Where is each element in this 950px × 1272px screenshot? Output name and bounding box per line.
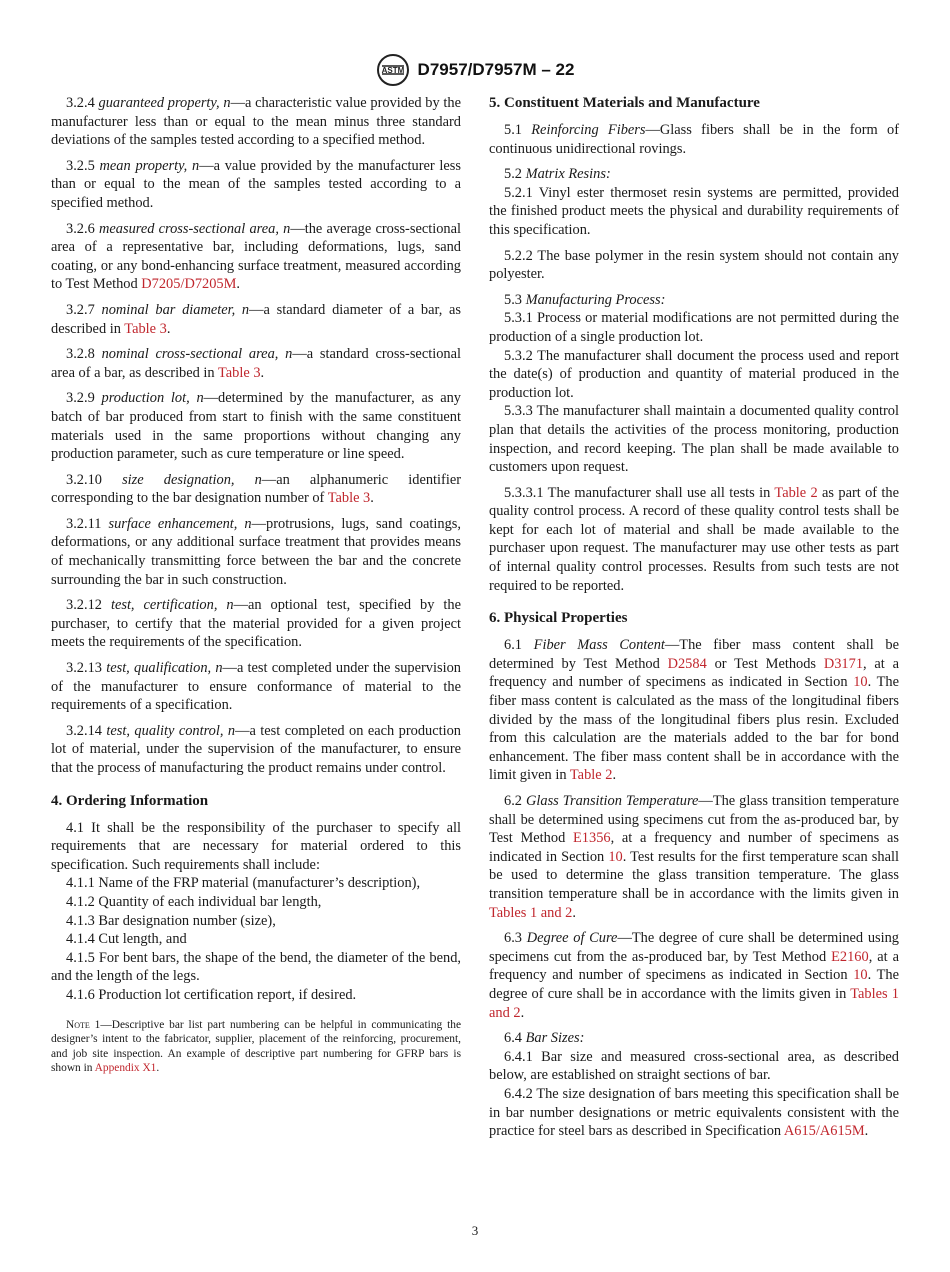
- section-5-3-3: 5.3.3 The manufacturer shall maintain a documented quality control plan that details the activities of the process monitoring, production inspection, and record keeping. The plan shall be made available to customers upon request.: [489, 403, 899, 476]
- link-tables-1-and-2[interactable]: Tables 1 and 2: [489, 985, 900, 1021]
- section-4-1-4: 4.1.4 Cut length, and: [66, 931, 187, 948]
- section-3-2-11: 3.2.11 surface enhancement, n—protrusions, lugs, sand coatings, deformations, or any additional surface treatment that provides means of mechanically transmitting force between the bar and the concrete surrounding the bar in such construction.: [51, 515, 461, 588]
- note-1: Note 1—Descriptive bar list part numbering can be helpful in communicating the designer’s intent to the fabricator, supplier, placement of the reinforcing, procurement, and job site inspection. An example of descriptive part numbering for GFRP bars is shown in Appendix X1.: [51, 1018, 461, 1075]
- link-e1356[interactable]: E1356: [573, 830, 611, 847]
- section-6-4-2: 6.4.2 The size designation of bars meeting this specification shall be in bar number designations or metric equivalents consistent with the practice for steel bars as described in Specification A615/A615M.: [489, 1085, 899, 1140]
- section-5-2-1: 5.2.1 Vinyl ester thermoset resin systems are permitted, provided the finished product meets the physical and durability requirements of this specification.: [489, 184, 899, 238]
- section-5-2-2: 5.2.2 The base polymer in the resin system should not contain any polyester.: [489, 247, 899, 283]
- link-section-10[interactable]: 10: [608, 848, 623, 865]
- heading-constituent-materials: 5. Constituent Materials and Manufacture: [489, 95, 760, 111]
- section-3-2-8: 3.2.8 nominal cross-sectional area, n—a standard cross-sectional area of a bar, as described in Table 3.: [51, 346, 461, 381]
- page-number: 3: [471, 1223, 479, 1238]
- link-d3171[interactable]: D3171: [823, 655, 864, 672]
- section-5-1: 5.1 Reinforcing Fibers—Glass fibers shall be in the form of continuous unidirectional rovings.: [489, 122, 899, 157]
- section-4-1-3: 4.1.3 Bar designation number (size),: [66, 912, 276, 929]
- section-3-2-6: 3.2.6 measured cross-sectional area, n—the average cross-sectional area of a representative bar, including deformations, lugs, sand coating, or any bond-enhancing surface treatment, measured according to Test Method D7205/D7205M.: [51, 220, 461, 293]
- link-d2584[interactable]: D2584: [667, 655, 707, 672]
- heading-ordering-information: 4. Ordering Information: [51, 792, 209, 809]
- section-4-1-2: 4.1.2 Quantity of each individual bar length,: [66, 893, 322, 910]
- link-appendix-x1[interactable]: Appendix X1: [94, 1062, 157, 1075]
- section-4-1: 4.1 It shall be the responsibility of the purchaser to specify all requirements that are necessary for material ordered to this specification. Such requirements shall include:: [51, 819, 461, 873]
- section-3-2-14: 3.2.14 test, quality control, n—a test completed on each production lot of material, under the supervision of the manufacturer, to ensure that the process of manufacturing the product remains under control.: [51, 722, 461, 776]
- section-4-1-5: 4.1.5 For bent bars, the shape of the bend, the diameter of the bend, and the length of the legs.: [51, 949, 461, 985]
- section-6-4-1: 6.4.1 Bar size and measured cross-sectional area, as described below, are established on straight sections of bar.: [489, 1048, 899, 1084]
- link-tables-1-and-2[interactable]: Tables 1 and 2: [489, 904, 573, 921]
- section-4-1-6: 4.1.6 Production lot certification report, if desired.: [66, 986, 357, 1003]
- link-table-2[interactable]: Table 2: [774, 484, 818, 501]
- link-table-3[interactable]: Table 3: [327, 490, 371, 507]
- section-3-2-9: 3.2.9 production lot, n—determined by the manufacturer, as any batch of bar produced from start to finish with the same constituent materials used in the same proportions without changing any production parameter, such as cure temperature or line speed.: [51, 390, 461, 463]
- link-section-10[interactable]: 10: [853, 967, 868, 984]
- link-table-2[interactable]: Table 2: [569, 767, 613, 784]
- section-3-2-5: 3.2.5 mean property, n—a value provided by the manufacturer less than or equal to the mean of the samples tested according to a specified method.: [51, 157, 461, 211]
- section-4-1-1: 4.1.1 Name of the FRP material (manufacturer’s description),: [66, 875, 421, 892]
- section-3-2-4: 3.2.4 guaranteed property, n—a characteristic value provided by the manufacturer less than or equal to the mean minus three standard deviations of the samples tested according to a specified method.: [51, 95, 461, 149]
- section-5-3-3-1: 5.3.3.1 The manufacturer shall use all tests in Table 2 as part of the quality control process. A record of these quality control tests shall be kept for each lot of material and shall be made available to the purchaser upon request. The manufacturer may use other tests as part of internal quality control processes. Results from such tests are not required to be reported.: [489, 484, 900, 594]
- section-6-3: 6.3 Degree of Cure—The degree of cure shall be determined using specimens cut from the as-produced bar, by Test Method E2160, at a frequency and number of specimens as indicated in Section 10. The degree of cure shall be in accordance with the limits given in Tables 1 and 2.: [489, 930, 900, 1021]
- section-3-2-13: 3.2.13 test, qualification, n—a test completed under the supervision of the manufacturer to ensure conformance of material to the requirements of a specification.: [51, 660, 461, 714]
- link-table-3[interactable]: Table 3: [217, 364, 261, 381]
- section-5-3-1: 5.3.1 Process or material modifications are not permitted during the production of a single production lot.: [489, 310, 899, 345]
- section-6-1: 6.1 Fiber Mass Content—The fiber mass content shall be determined by Test Method D2584 or Test Methods D3171, at a frequency and number of specimens as indicated in Section 10. The fiber mass content is calculated as the mass of the longitudinal fibers divided by the mass of the longitudinal fibers plus resin. Excluded from this calculation are the materials added to the bar for bond enhancement. The fiber mass content shall be in accordance with the limit given in Table 2.: [489, 637, 899, 784]
- left-column: [51, 94, 461, 1076]
- link-section-10[interactable]: 10: [853, 674, 868, 691]
- section-5-3-2: 5.3.2 The manufacturer shall document the process used and report the date(s) of production and quantity of material produced in the production lot.: [489, 347, 899, 401]
- section-3-2-7: 3.2.7 nominal bar diameter, n—a standard diameter of a bar, as described in Table 3.: [51, 301, 461, 337]
- astm-logo-text: ASTM: [381, 66, 404, 75]
- heading-physical-properties: 6. Physical Properties: [489, 610, 628, 627]
- document-designation: D7957/D7957M – 22: [417, 60, 575, 79]
- link-d7205[interactable]: D7205/D7205M: [141, 276, 237, 293]
- page-header: [0, 52, 950, 88]
- astm-logo-icon: [376, 53, 410, 87]
- section-3-2-12: 3.2.12 test, certification, n—an optional test, specified by the purchaser, to certify that the material provided for a given project meets the requirements of the specification.: [51, 597, 461, 651]
- section-6-4: 6.4 Bar Sizes:: [504, 1030, 585, 1047]
- section-5-2: 5.2 Matrix Resins:: [504, 166, 611, 183]
- section-6-2: 6.2 Glass Transition Temperature—The glass transition temperature shall be determined using specimens cut from the as-produced bar, by Test Method E1356, at a frequency and number of specimens as indicated in Section 10. Test results for the first temperature scan shall be used to determine the glass transition temperature. The glass transition temperature shall be in accordance with the limits given in Tables 1 and 2.: [489, 793, 900, 921]
- right-column: [489, 94, 899, 1148]
- section-5-3: 5.3 Manufacturing Process:: [504, 291, 666, 308]
- link-e2160[interactable]: E2160: [831, 948, 869, 965]
- link-table-3[interactable]: Table 3: [124, 320, 167, 337]
- link-a615[interactable]: A615/A615M: [783, 1123, 865, 1140]
- section-3-2-10: 3.2.10 size designation, n—an alphanumeric identifier corresponding to the bar designation number of Table 3.: [51, 471, 461, 507]
